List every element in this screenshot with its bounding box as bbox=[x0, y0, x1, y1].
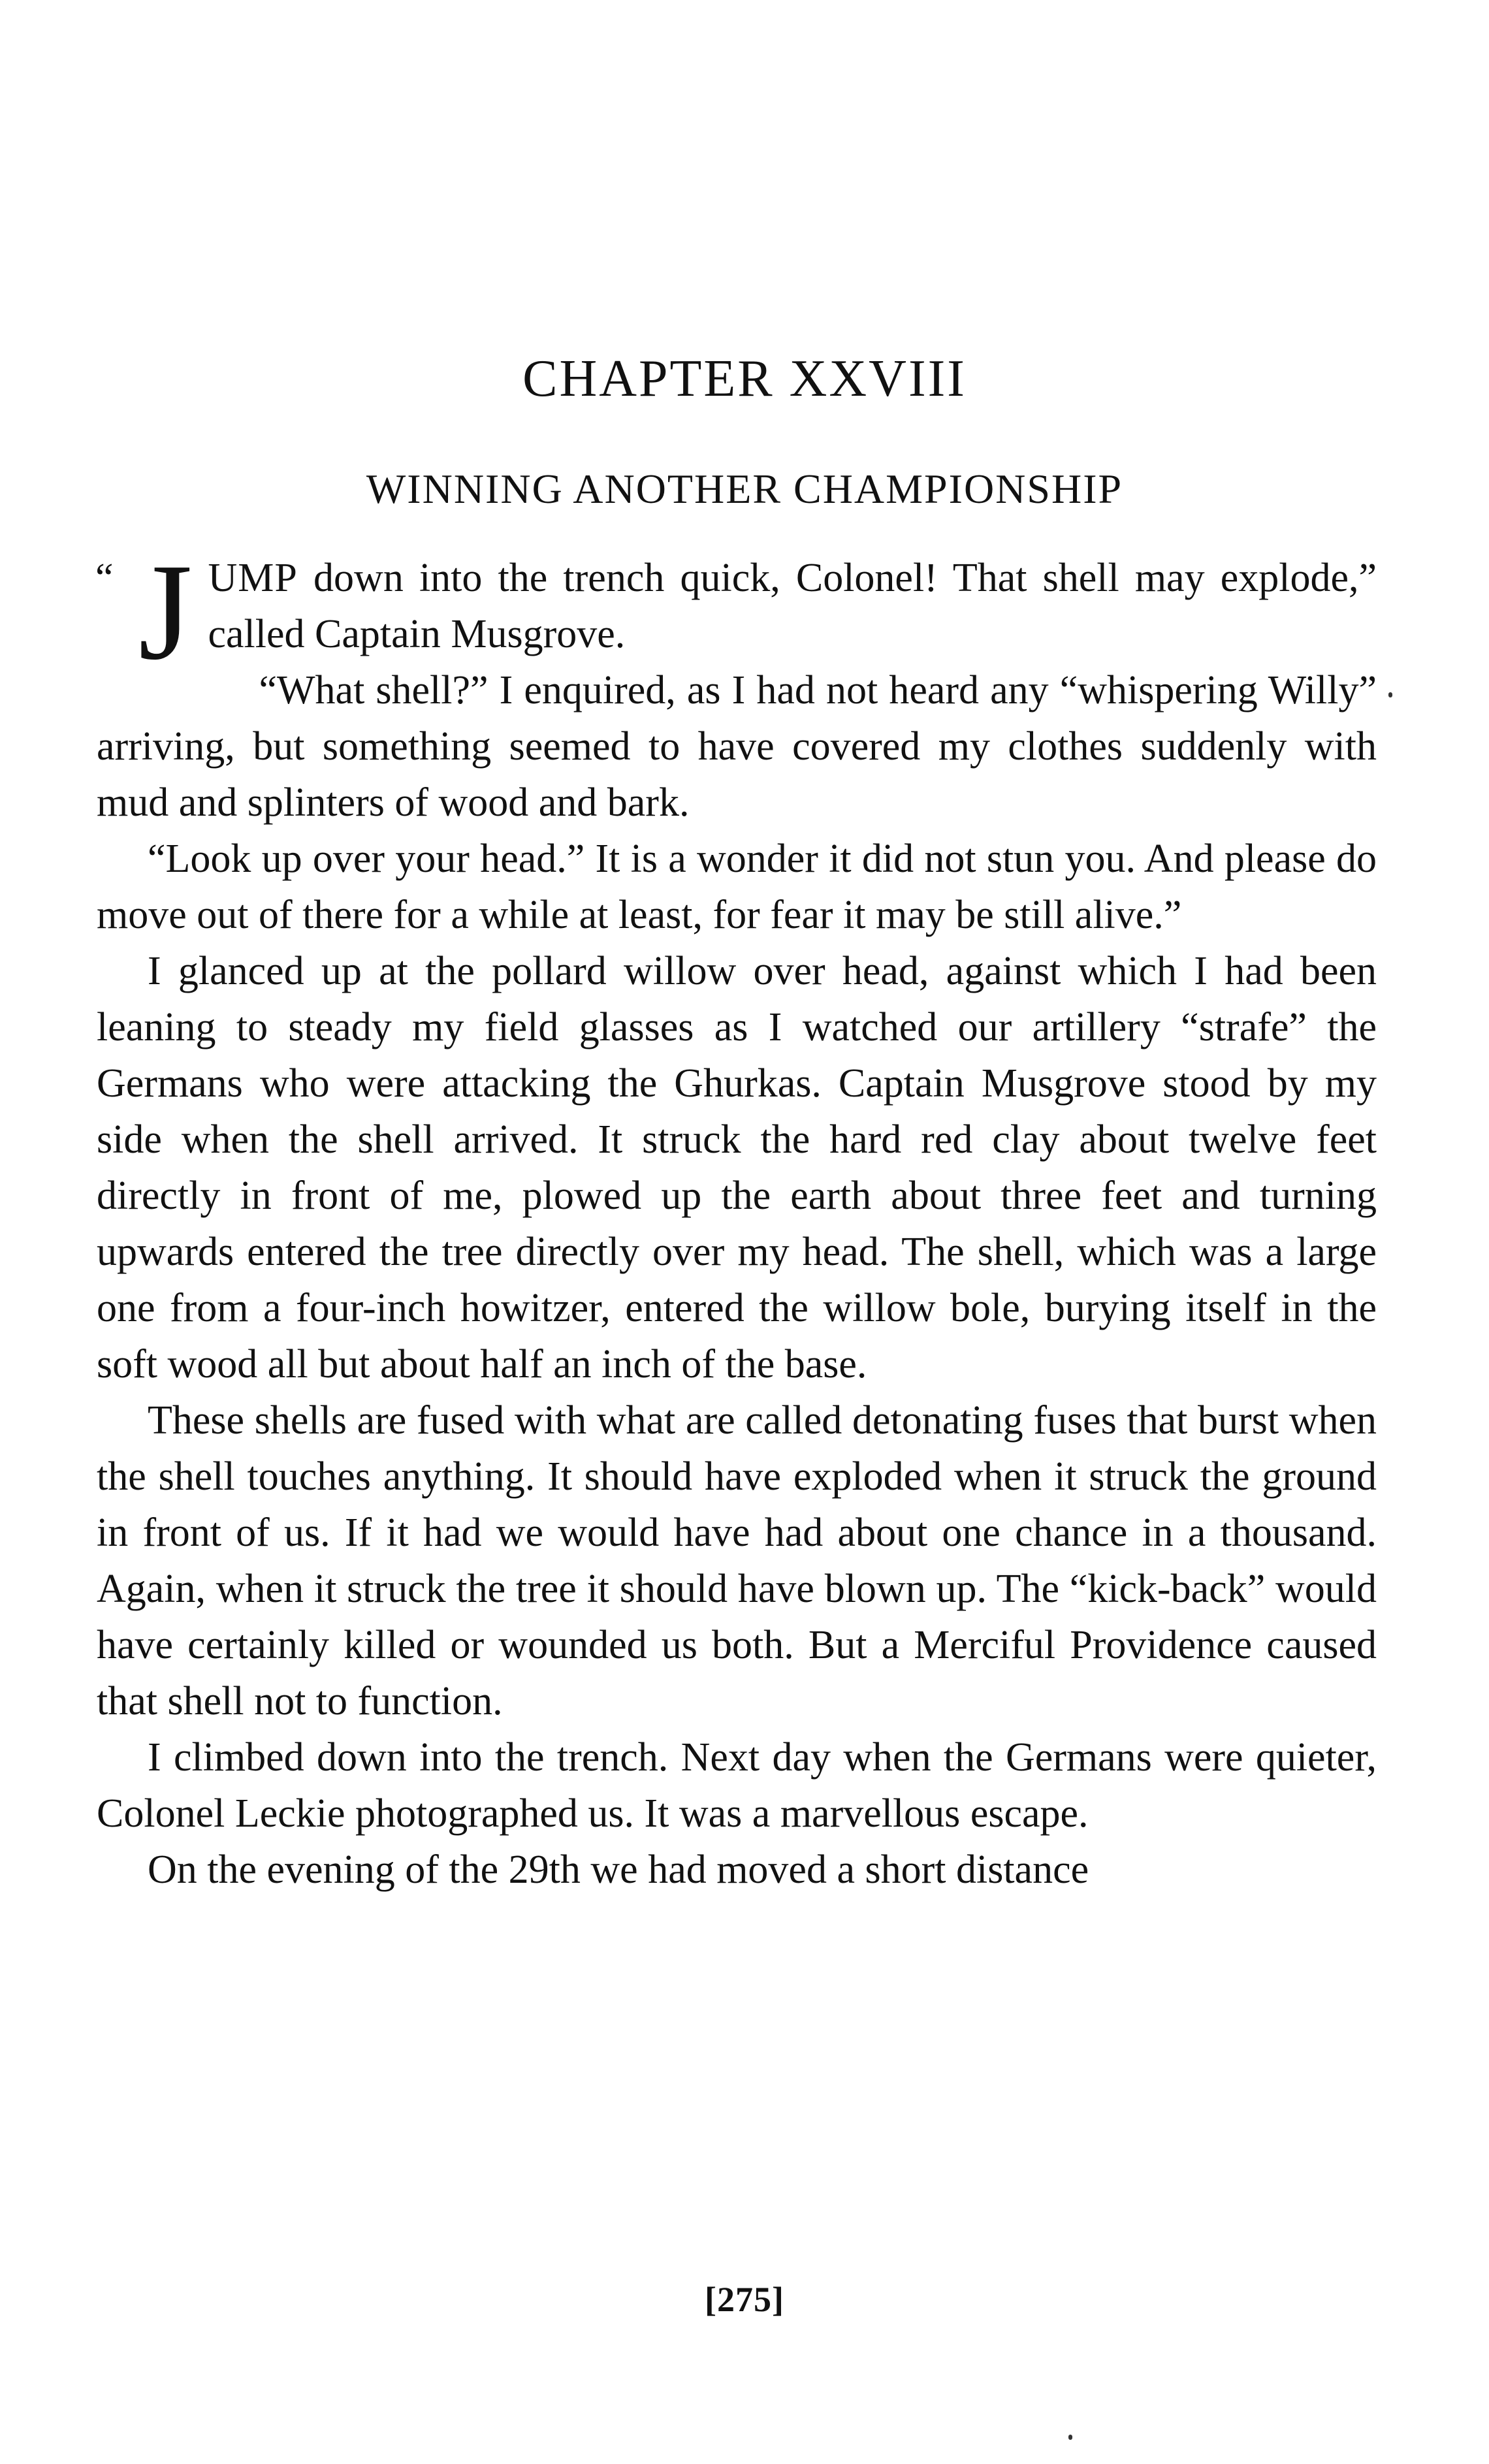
ink-speck bbox=[1068, 2435, 1072, 2440]
ink-speck bbox=[1388, 692, 1392, 697]
opening-text: down into the trench quick, Colonel! That shell may explode,” called Captain Musgrove. bbox=[208, 556, 1377, 656]
page-number: [275] bbox=[705, 2280, 784, 2319]
paragraph: I glanced up at the pollard willow over head, against which I had been leaning to steady my field glasses as I watched our artillery “strafe” the Germans who were attacking the Ghurkas. Captain Musgrove stood by my side when the shell arrived. It struck the hard red clay about twelve feet directly in front of me, plowed up the earth about three feet and turning upwards entered the tree directly over my head. The shell, which was a large one from a four-inch howitzer, entered the willow bole, burying itself in the soft wood all but about half an inch of the base. bbox=[97, 949, 1377, 1386]
opening-paragraph bbox=[95, 535, 1377, 688]
paragraph: These shells are fused with what are called detonating fuses that burst when the shell touches anything. It should have exploded when it struck the ground in front of us. If it had we would have had about one chance in a thousand. Again, when it struck the tree it should have blown up. The “kick-back” would have certainly killed or wounded us both. But a Merciful Providence caused that shell not to function. bbox=[97, 1398, 1377, 1723]
paragraph: “What shell?” I enquired, as I had not heard any “whispering Willy” arriving, but something seemed to have covered my clothes suddenly with mud and splinters of wood and bark. bbox=[97, 668, 1377, 825]
chapter-title: CHAPTER XXVIII bbox=[522, 350, 967, 408]
opening-lead-word: UMP bbox=[208, 556, 298, 600]
chapter-subtitle: WINNING ANOTHER CHAMPIONSHIP bbox=[366, 466, 1123, 512]
paragraph: On the evening of the 29th we had moved a short distance bbox=[148, 1848, 1089, 1892]
drop-cap-letter: J bbox=[138, 535, 193, 688]
paragraph: “Look up over your head.” It is a wonder it did not stun you. And please do move out of there for a while at least, for fear it may be still alive.” bbox=[97, 837, 1377, 937]
opening-quote-mark: “ bbox=[95, 556, 114, 600]
paragraph: I climbed down into the trench. Next day when the Germans were quieter, Colonel Leckie photographed us. It was a marvellous escape. bbox=[97, 1735, 1377, 1836]
body-text bbox=[95, 535, 1377, 1898]
